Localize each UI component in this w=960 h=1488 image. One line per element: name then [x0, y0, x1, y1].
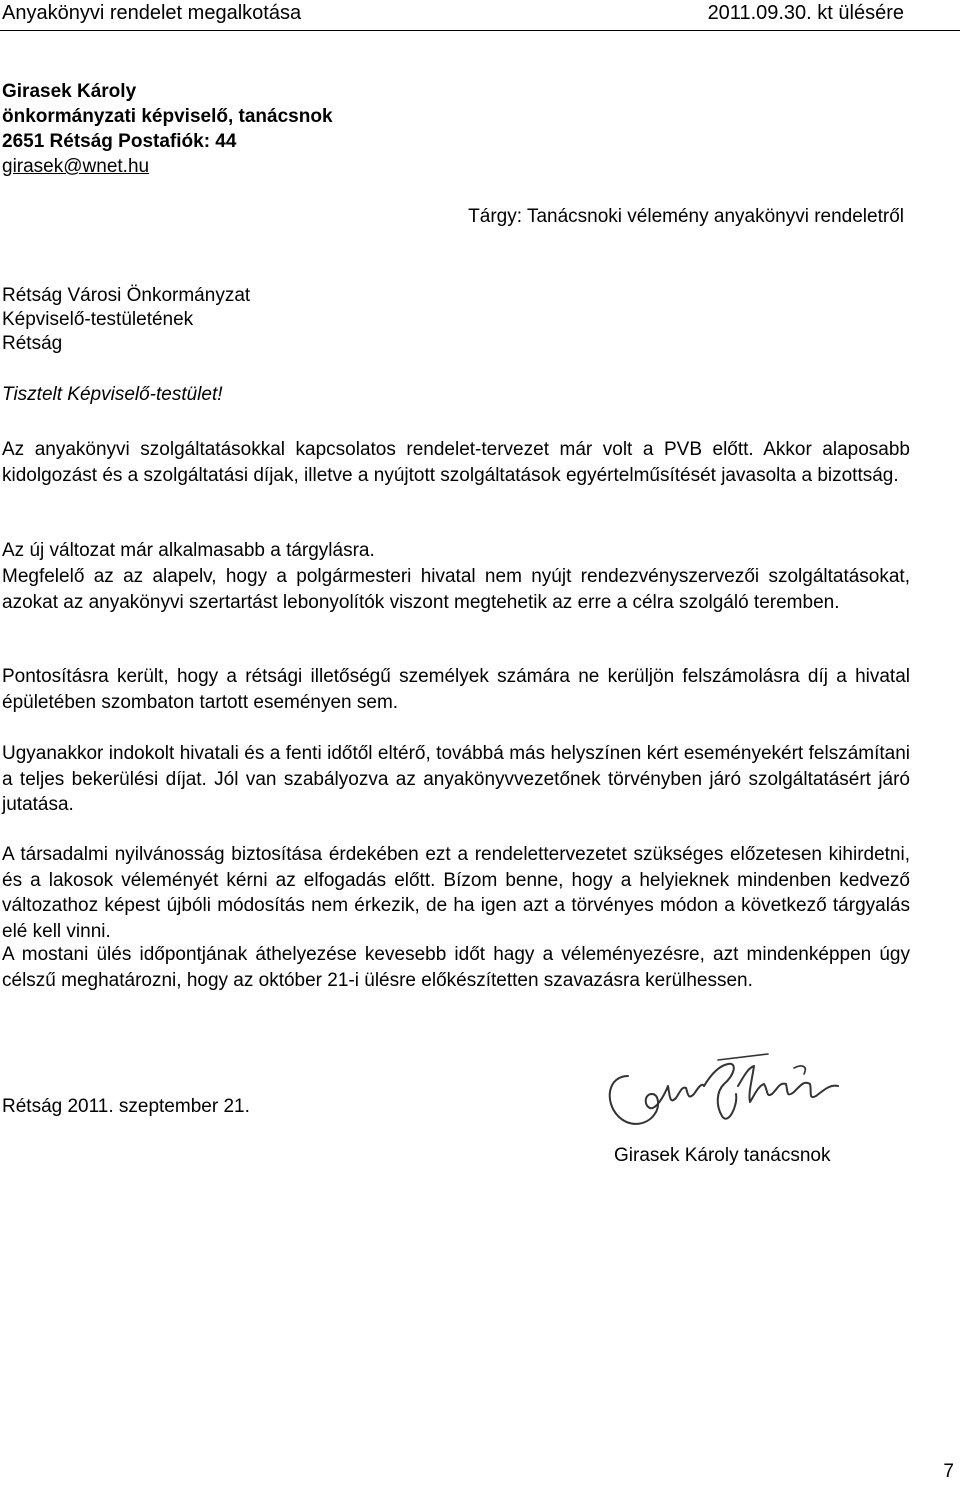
paragraph-7: A mostani ülés időpontjának áthelyezése kevesebb időt hagy a véleményezésre, azt mindenképpen úgy célszű meghatározni, hogy az október 21-i ülésre előkészítetten szavazásra kerülhessen.: [2, 944, 910, 991]
recipient-line-3: Rétság: [2, 333, 63, 354]
signer-name: Girasek Károly tanácsnok: [614, 1145, 831, 1166]
paragraph-3: Megfelelő az az alapelv, hogy a polgármesteri hivatal nem nyújt rendezvényszervezői szolgáltatásokat, azokat az anyakönyvi szertartást lebonyolítók viszont megtehetik az erre a célra szolgáló teremben.: [2, 566, 910, 613]
recipient-line-1: Rétság Városi Önkormányzat: [2, 285, 251, 306]
salutation: Tisztelt Képviselő-testület!: [2, 384, 223, 405]
page-header: [0, 0, 960, 26]
header-meeting-date: 2011.09.30. kt ülésére: [707, 2, 904, 24]
header-rule: [0, 30, 960, 31]
paragraph-4: Pontosításra került, hogy a rétsági illetőségű személyek számára ne kerüljön felszámolásra díj a hivatal épületében szombaton tartott eseményen sem.: [2, 666, 910, 713]
date-line: Rétság 2011. szeptember 21.: [2, 1096, 250, 1117]
sender-role: önkormányzati képviselő, tanácsnok: [2, 106, 333, 127]
header-title: Anyakönyvi rendelet megalkotása: [2, 2, 302, 24]
paragraph-5: Ugyanakkor indokolt hivatali és a fenti időtől eltérő, továbbá más helyszínen kért eseményekért felszámítani a teljes bekerülési díjat. Jól van szabályozva az anyakönyvvezetőnek törvényben járó szolgáltatásért járó jutatása.: [2, 743, 910, 815]
paragraph-1: Az anyakönyvi szolgáltatásokkal kapcsolatos rendelet-tervezet már volt a PVB előtt. Akkor alaposabb kidolgozást és a szolgáltatási díjak, illetve a nyújtott szolgáltatások egyértelműsítését javasolta a bizottság.: [2, 439, 910, 486]
sender-name: Girasek Károly: [2, 81, 137, 102]
recipient-line-2: Képviselő-testületének: [2, 309, 194, 330]
sender-address: 2651 Rétság Postafiók: 44: [2, 131, 237, 152]
sender-email[interactable]: girasek@wnet.hu: [2, 156, 150, 177]
subject-line: Tárgy: Tanácsnoki vélemény anyakönyvi rendeletről: [468, 206, 904, 227]
page-number: 7: [943, 1461, 954, 1482]
handwritten-signature: [598, 1046, 858, 1146]
paragraph-2: Az új változat már alkalmasabb a tárgylásra.: [2, 540, 375, 561]
paragraph-6: A társadalmi nyilvánosság biztosítása érdekében ezt a rendelettervezetet szükséges előzetesen kihirdetni, és a lakosok véleményét kérni az elfogadás előtt. Bízom benne, hogy a helyieknek mindenben kedvező változathoz képest újbóli módosítás nem érkezik, de ha igen azt a törvényes módon a következő tárgyalás elé kell vinni.: [2, 844, 910, 942]
